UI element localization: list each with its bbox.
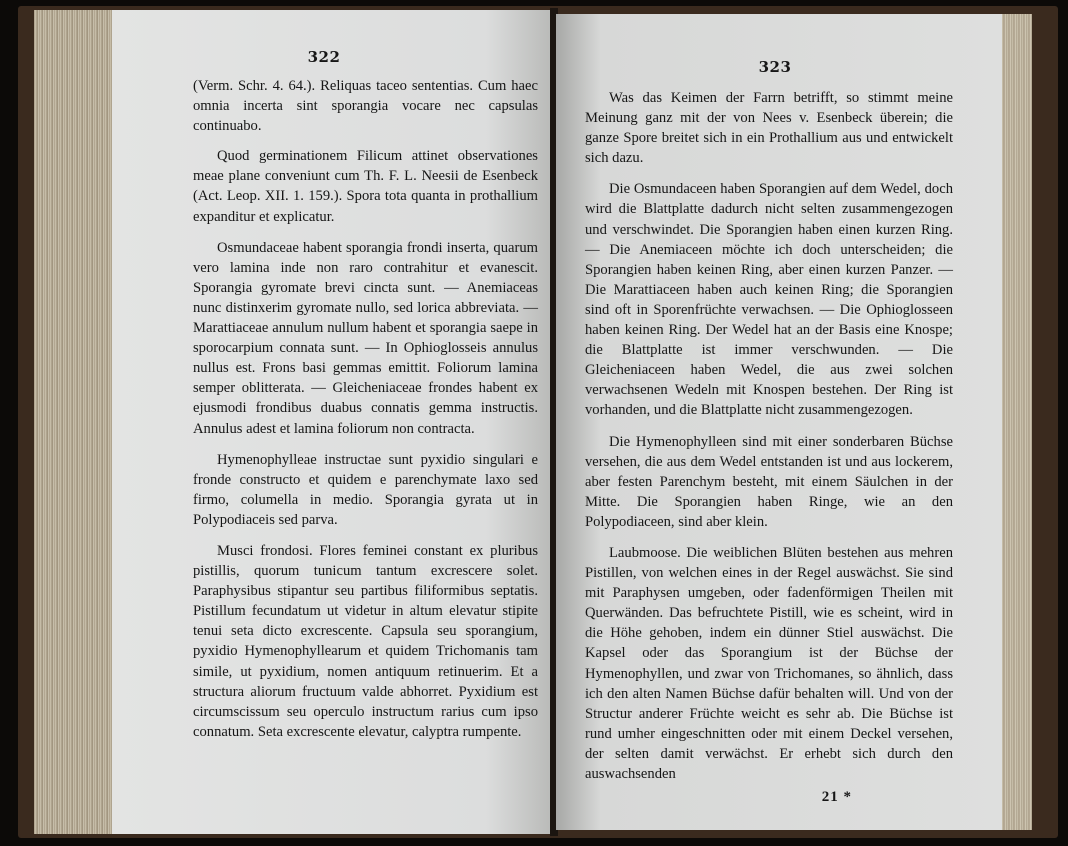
paragraph: Hymenophylleae instructae sunt pyxidio singulari e fronde constructo et quidem e parenchymate laxo sed firmo, columella in medio. Sporangia gyrata ut in Polypodiaceis sed parva. — [193, 451, 538, 528]
page-number-right: 323 — [758, 58, 792, 76]
page-number-left: 322 — [307, 48, 341, 66]
paragraph: Quod germinationem Filicum attinet observationes meae plane conveniunt cum Th. F. L. Neesii de Esenbeck (Act. Leop. XII. 1. 159.). Spora tota quanta in prothallium expanditur et explicatur. — [193, 148, 538, 225]
left-page — [112, 10, 552, 834]
left-page-edges — [34, 10, 112, 834]
right-page — [556, 14, 1002, 830]
paragraph: Die Osmundaceen haben Sporangien auf dem Wedel, doch wird die Blattplatte dadurch nicht selten zusammengezogen und verschwindet. Die Sporangien haben einen kurzen Ring. — Die Anemiaceen möchte ich doch unterscheiden; die Sporangien haben keinen Ring, aber einen kurzen Panzer. — Die Marattiaceen haben auch keinen Ring; die Sporangien sind oft in Sporenfrüchte verwachsen. — Die Ophioglosseen haben keinen Ring. Der Wedel hat an der Basis eine Knospe; die Blattplatte ist immer verschwunden. — Die Gleicheniaceen haben Wedel, die aus zwei solchen verwachsenen Wedeln mit Knospen bestehen. Der Ring ist vorhanden, und die Blattplatte nicht zusammengezogen. — [585, 181, 953, 419]
right-page-text — [585, 88, 953, 795]
paragraph: Was das Keimen der Farrn betrifft, so stimmt meine Meinung ganz mit der von Nees v. Esenbeck überein; die ganze Spore breitet sich in ein Prothallium aus und entwickelt sich dazu. — [585, 90, 953, 167]
paragraph: Laubmoose. Die weiblichen Blüten bestehen aus mehren Pistillen, von welchen eines in der Regel auswächst. Sie sind mit Paraphysen umgeben, oder fadenförmigen Theilen mit Querwänden. Das befruchtete Pistill, wie es scheint, wird in die Höhe gehoben, indem ein dünner Stiel auswächst. Die Kapsel oder das Sporangium ist der Büchse der Hymenophyllen, und zwar von Trichomanes, so ähnlich, dass ich den alten Namen Büchse dafür behalten will. Und von der Structur anderer Früchte weicht es sehr ab. Die Büchse ist rund umher eingeschnitten oder mit einem Deckel versehen, der selten damit verwächst. Er erhebt sich durch den auswachsenden — [585, 544, 953, 782]
paragraph: (Verm. Schr. 4. 64.). Reliquas taceo sententias. Cum haec omnia incerta sint sporangia vocare nec capsulas continuabo. — [193, 78, 538, 135]
right-page-edges — [1002, 14, 1032, 830]
signature-mark: 21 * — [821, 789, 852, 805]
paragraph: Osmundaceae habent sporangia frondi inserta, quarum vero lamina inde non raro contrahitur et evanescit. Sporangia gyromate brevi cincta sunt. — Anemiaceas nunc distinxerim gyromate nullo, sed lorica abbreviata. — Marattiaceae annulum nullum habent et sporangia saepe in sporocarpium connata sunt. — In Ophioglosseis annulus nullus est. Frons basi gemmas emittit. Foliorum lamina semper oblitterata. — Gleicheniaceae frondes habent ex ejusmodi frondibus duabus connatis gemma instructis. Annulus adest et lamina foliorum non contracta. — [193, 239, 538, 437]
left-page-text — [193, 76, 538, 753]
paragraph: Musci frondosi. Flores feminei constant ex pluribus pistillis, quorum tunicum tantum excrescere solet. Paraphysibus stipantur seu partibus filiformibus septatis. Pistillum fecundatum ut videtur in altum elevatur stipite tenui seta dicto excrescente. Capsula seu sporangium, pyxidio Hymenophyllearum et quidem Trichomanis tam simile, ut pyxidium, nomen antiquum retinuerim. Et a structura aliorum fructuum valde abhorret. Pyxidium est circumscissum seu operculo instructum rarius cum ipso connatum. Seta excrescente elevatur, calyptra rumpente. — [193, 542, 538, 740]
paragraph: Die Hymenophylleen sind mit einer sonderbaren Büchse versehen, die aus dem Wedel entstanden ist und aus lockerem, aber festen Parenchym besteht, mit einem Säulchen in der Mitte. Die Sporangien haben Ringe, wie an den Polypodiaceen, sind aber klein. — [585, 433, 953, 530]
